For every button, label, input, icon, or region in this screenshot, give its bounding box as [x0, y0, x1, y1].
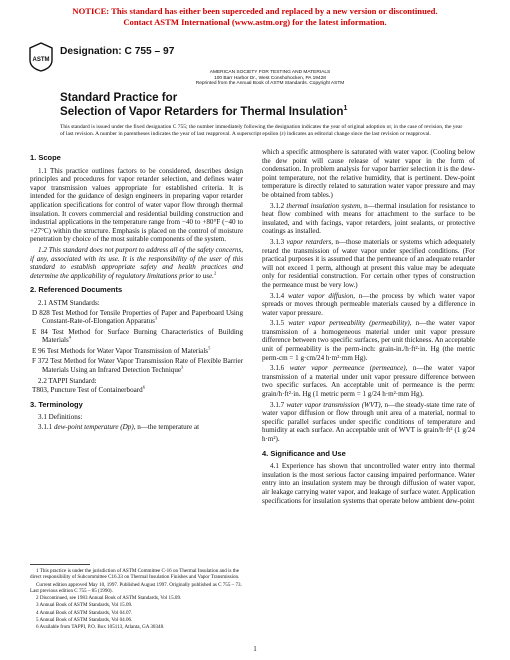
page-number: 1	[253, 645, 257, 653]
safety-statement: 1.2 This standard does not purport to address all of the safety concerns, if any, associated with its use. It is the responsibility of the user of this standard to establish appropriate safety and health practices and determine the applicability of regulatory limitations prior to use.	[30, 245, 243, 280]
footnote-5: 5 Annual Book of ASTM Standards, Vol 04.06.	[36, 617, 133, 624]
issued-note: This standard is issued under the fixed designation C 755; the number immediately following the designation indicates the year of original adoption or, in the case of revision, the year of last revision. A number in parentheses indicates the year of last reapproval. A superscript epsilon (ε) indicates an editorial change since the last revision or reapproval.	[60, 124, 463, 138]
notice-line-2: Contact ASTM International (www.astm.org) for the latest information.	[123, 17, 387, 27]
section-heading-scope: 1. Scope	[30, 153, 61, 162]
publisher-info	[150, 70, 390, 87]
section-heading-significance: 4. Significance and Use	[262, 448, 346, 458]
subheading-definitions: 3.1 Definitions:	[38, 413, 83, 422]
document-title	[60, 91, 480, 118]
paragraph-3-1-1-cont: which a specific atmosphere is saturated with water vapor. (Cooling below the dew point will cause release of water vapor in the form of condensation. In problem analysis for vapor barrier selection it is the dew-point temperature, not the relative humidity, that is pertinent. Dew-point temperature is directly related to saturation water vapor pressure and may be obtained from tables.)	[262, 148, 475, 199]
designation: Designation: C 755 – 97	[60, 46, 175, 57]
footnote-3: 3 Annual Book of ASTM Standards, Vol 15.09.	[36, 602, 133, 609]
paragraph-3-1-7: 3.1.7 water vapor transmission (WVT), n—the steady-state time rate of water vapor diffusion or flow through unit area of a material, normal to specific parallel surfaces under specific conditions of temperature and humidity at each surface. An acceptable unit of WVT is grain/h·ft² (1 g/24 h·m²).	[262, 400, 475, 443]
paragraph-3-1-2: 3.1.2 thermal insulation system, n—thermal insulation for resistance to heat flow combined with means for attachment to the surface to be insulated, and with facings, vapor retarders, joint sealants, or protective coatings as installed.	[262, 201, 475, 236]
publisher-line-3: Reprinted from the Annual Book of ASTM Standards. Copyright ASTM	[195, 81, 345, 87]
paragraph-1-1: 1.1 This practice outlines factors to be considered, describes design principles and procedures for vapor retarder selection, and defines water vapor transmission values appropriate for established criteria. It is intended for the guidance of design engineers in preparing vapor retarder application specifications for control of water vapor flow through thermal insulation. It covers commercial and residential building construction and industrial applications in the temperature range from −40 to +80°F (−40 to +27°C) within the structure. Emphasis is placed on the control of moisture penetration by choice of the most suitable components of the system.	[30, 166, 243, 244]
paragraph-1-2	[30, 246, 243, 280]
ref-t803: T803, Puncture Test of Containerboard$^6$	[32, 384, 145, 395]
right-column	[262, 148, 475, 507]
title-line-1: Standard Practice for	[60, 91, 178, 104]
footnote-rule	[30, 564, 90, 565]
section-heading-references: 2. Referenced Documents	[30, 285, 123, 295]
ref-f372: F 372 Test Method for Water Vapor Transmission Rate of Flexible Barrier Materials Using an Infrared Detection Technique$^3$	[32, 357, 243, 375]
footnote-6: 6 Available from TAPPI, P.O. Box 105113, Atlanta, GA 30348.	[36, 624, 165, 631]
title-line-2: Selection of Vapor Retarders for Thermal Insulation	[60, 104, 344, 118]
footnote-4: 4 Annual Book of ASTM Standards, Vol 04.07.	[36, 609, 133, 616]
ref-e96: E 96 Test Methods for Water Vapor Transmission of Materials$^5$	[32, 345, 211, 355]
left-column	[30, 148, 243, 434]
section-heading-terminology: 3. Terminology	[30, 399, 83, 409]
title-footnote-mark: 1	[343, 104, 348, 112]
footnote-1b: Current edition approved May 10, 1997. Published August 1997. Originally published as C 755 – 73. Last previous edition C 755 – 85 (1990).	[30, 581, 242, 594]
publisher-line-2: 100 Barr Harbor Dr., West Conshohocken, PA 19428	[214, 75, 326, 81]
paragraph-4-1: 4.1 Experience has shown that uncontrolled water entry into thermal insulation is the most serious factor causing impaired performance. Water entry into an insulation system may be through diffusion of water vapor, air leakage carrying water vapor, and leakage of surface water. Application specifications for insulation systems that operate below ambient dew-point	[262, 462, 475, 505]
ref-d828: D 828 Test Method for Tensile Properties of Paper and Paperboard Using Constant-Rate-of-Elongation Apparatus$^3$	[32, 308, 243, 326]
publisher-line-1: AMERICAN SOCIETY FOR TESTING AND MATERIALS	[209, 70, 331, 75]
paragraph-3-1-1: 3.1.1 dew-point temperature (Dp), n—the temperature at	[38, 423, 200, 432]
subheading-astm-standards: 2.1 ASTM Standards:	[38, 298, 100, 307]
ref-e84: E 84 Test Method for Surface Burning Characteristics of Building Materials$^4$	[32, 327, 243, 345]
paragraph-3-1-6: 3.1.6 water vapor permeance (permeance), n—the water vapor transmission of a material under unit vapor pressure difference between two specific surfaces. An acceptable unit of permeance is the perm: grain/h·ft²·in. Hg (1 metric perm = 1 g/24 h·m²·mm Hg).	[262, 364, 475, 399]
supersede-notice	[0, 6, 510, 28]
subheading-tappi: 2.2 TAPPI Standard:	[38, 376, 97, 385]
fn-mark-2: 2	[213, 270, 217, 276]
paragraph-3-1-3: 3.1.3 vapor retarders, n—those materials or systems which adequately retard the transmission of water vapor under specified conditions. (For practical purposes it is assumed that the permeance of an adequate retarder will not exceed 1 perm, although at present this value may be adequate only for residential construction. For certain other types of construction the permeance must be very low.)	[262, 237, 476, 289]
notice-line-1: NOTICE: This standard has either been superceded and replaced by a new version or discontinued.	[72, 6, 438, 16]
paragraph-3-1-4: 3.1.4 water vapor diffusion, n—the process by which water vapor spreads or moves through permeable materials caused by a difference in water vapor pressure.	[262, 291, 475, 317]
footnote-2: 2 Discontinued, see 1983 Annual Book of ASTM Standards, Vol 15.09.	[36, 595, 182, 602]
footnotes	[30, 564, 243, 632]
paragraph-3-1-5: 3.1.5 water vapor permeability (permeability), n—the water vapor transmission of a homogeneous material under unit vapor pressure difference between two specific surfaces, per unit thickness. An acceptable unit of permeability is the perm-inch: grain-in./h·ft²·in. Hg (the metric perm-cm = 1 g·cm/24 h·m²·mm Hg).	[262, 319, 476, 362]
svg-text:ASTM: ASTM	[32, 57, 50, 63]
footnote-1: 1 This practice is under the jurisdiction of ASTM Committee C-16 on Thermal Insulation and is the direct responsibility of Subcommittee C16.33 on Thermal Insulation Finishes and Vapor Transmission.	[30, 568, 240, 581]
astm-logo-icon	[28, 42, 54, 72]
